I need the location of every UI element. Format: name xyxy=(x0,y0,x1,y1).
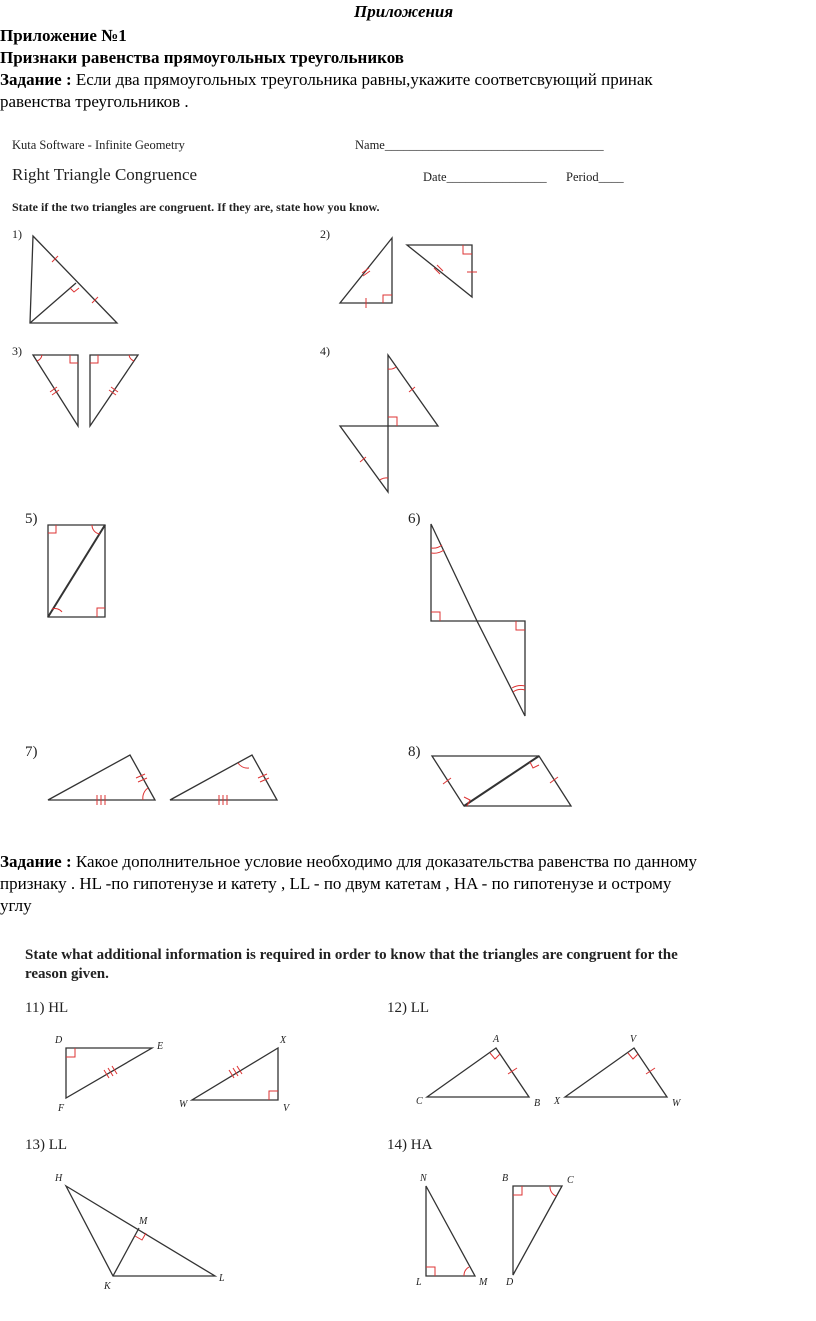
figure-2 xyxy=(340,238,477,308)
p14-label-n: N xyxy=(420,1173,427,1184)
p13-label-l: L xyxy=(219,1273,225,1284)
appendix-header: Приложения xyxy=(354,2,454,21)
p13-label-h: H xyxy=(55,1173,63,1184)
task1-label: Задание : xyxy=(0,70,72,89)
problem-7-number: 7) xyxy=(25,744,38,760)
figure-4 xyxy=(340,355,438,492)
p12-label-w: W xyxy=(672,1098,681,1109)
problem-11-number: 11) xyxy=(25,1000,45,1016)
problem-14-number: 14) xyxy=(387,1137,407,1153)
p14-label-m: M xyxy=(479,1277,488,1288)
problem-5-number: 5) xyxy=(25,511,38,527)
appendix-number: Приложение №1 xyxy=(0,26,127,45)
worksheet2-instruction-line2: reason given. xyxy=(25,966,109,982)
problem-2-number: 2) xyxy=(320,227,330,241)
problem-8-number: 8) xyxy=(408,744,421,760)
worksheet2-instruction-line1: State what additional information is required in order to know that the triangles are congruent for the xyxy=(25,947,678,963)
p13-label-k: K xyxy=(104,1281,111,1292)
problem-12-reason: LL xyxy=(410,1000,430,1016)
p11-label-e: E xyxy=(157,1041,164,1052)
name-field: Name___________________________________ xyxy=(355,138,604,152)
appendix-subtitle: Признаки равенства прямоугольных треугольников xyxy=(0,48,404,67)
p12-label-c: C xyxy=(416,1096,423,1107)
problem-12-number: 12) xyxy=(387,1000,407,1016)
problem-13-reason: LL xyxy=(48,1137,68,1153)
worksheet1-title: Right Triangle Congruence xyxy=(12,165,198,184)
problem-6-number: 6) xyxy=(408,511,421,527)
p12-label-x: X xyxy=(554,1096,561,1107)
problem-13-number: 13) xyxy=(25,1137,45,1153)
figure-11 xyxy=(66,1048,278,1100)
p12-label-a: A xyxy=(493,1034,500,1045)
p14-label-d: D xyxy=(506,1277,514,1288)
figure-7 xyxy=(48,755,277,805)
p11-label-w: W xyxy=(179,1099,188,1110)
task2-line3: углу xyxy=(0,896,32,915)
p11-label-v: V xyxy=(283,1103,290,1114)
task2-line2: признаку . HL -по гипотенузе и катету , LL - по двум катетам , HA - по гипотенузе и острому xyxy=(0,874,672,893)
figure-8 xyxy=(432,756,571,806)
period-field: Period____ xyxy=(566,170,624,184)
problem-14-reason: HA xyxy=(410,1137,433,1153)
p14-label-l: L xyxy=(416,1277,422,1288)
task1-line2: равенства треугольников . xyxy=(0,92,189,111)
task1-text: Если два прямоугольных треугольника равны,укажите соответсвующий принак xyxy=(71,70,653,89)
figure-14 xyxy=(426,1186,562,1276)
p14-label-b: B xyxy=(502,1173,509,1184)
task2-text1: Какое дополнительное условие необходимо для доказательства равенства по данному xyxy=(71,852,698,871)
p12-label-b: B xyxy=(534,1098,541,1109)
figure-12 xyxy=(427,1048,667,1097)
figure-13 xyxy=(66,1186,215,1276)
figure-5 xyxy=(48,525,105,617)
figure-1 xyxy=(30,236,117,323)
task2-label: Задание : xyxy=(0,852,72,871)
figure-3 xyxy=(33,355,138,426)
worksheet1-instruction: State if the two triangles are congruent. If they are, state how you know. xyxy=(12,200,380,214)
problem-11-reason: HL xyxy=(48,1000,69,1016)
figure-6 xyxy=(431,524,525,716)
problem-3-number: 3) xyxy=(12,344,22,358)
date-field: Date________________ xyxy=(423,170,547,184)
p11-label-d: D xyxy=(55,1035,63,1046)
p12-label-v: V xyxy=(630,1034,637,1045)
p13-label-m: M xyxy=(139,1216,148,1227)
p14-label-c: C xyxy=(567,1175,574,1186)
problem-1-number: 1) xyxy=(12,227,22,241)
kuta-publisher: Kuta Software - Infinite Geometry xyxy=(12,138,185,152)
problem-4-number: 4) xyxy=(320,344,330,358)
p11-label-x: X xyxy=(280,1035,287,1046)
p11-label-f: F xyxy=(58,1103,65,1114)
